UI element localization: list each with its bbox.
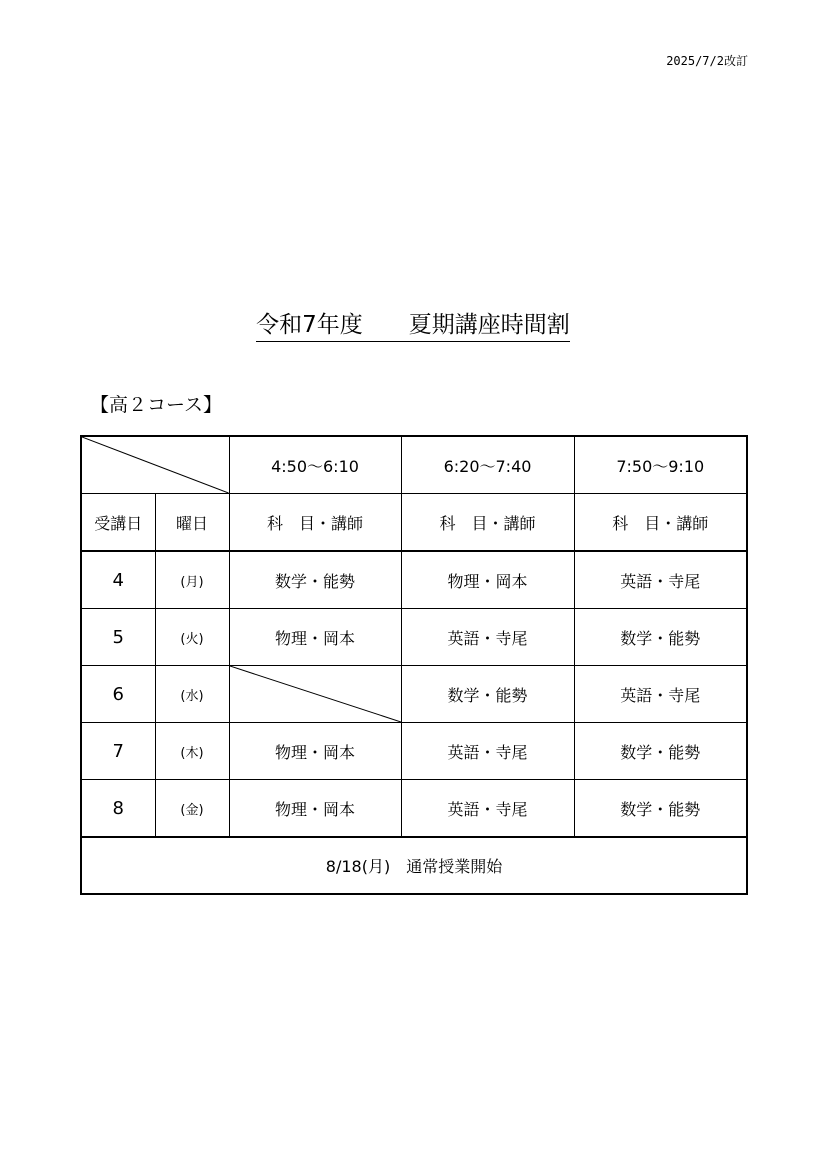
class-cell: 英語・寺尾 xyxy=(401,609,574,666)
day-number: 5 xyxy=(81,609,155,666)
weekday: (月) xyxy=(155,551,229,609)
day-number: 6 xyxy=(81,666,155,723)
weekday: (金) xyxy=(155,780,229,838)
corner-diagonal-cell xyxy=(81,436,229,494)
class-cell: 英語・寺尾 xyxy=(401,780,574,838)
footer-row xyxy=(81,837,747,894)
title-text: 令和7年度 夏期講座時間割 xyxy=(256,306,570,342)
period-header-3: 7:50〜9:10 xyxy=(574,436,747,494)
course-label: 【高２コース】 xyxy=(90,394,223,416)
class-cell: 英語・寺尾 xyxy=(574,666,747,723)
weekday: (水) xyxy=(155,666,229,723)
table-row xyxy=(81,551,747,609)
header-row-periods xyxy=(81,436,747,494)
class-cell: 物理・岡本 xyxy=(229,609,401,666)
period-header-1: 4:50〜6:10 xyxy=(229,436,401,494)
table-row xyxy=(81,609,747,666)
weekday: (木) xyxy=(155,723,229,780)
table-row xyxy=(81,723,747,780)
class-cell: 数学・能勢 xyxy=(229,551,401,609)
empty-class-cell xyxy=(229,666,401,723)
class-cell: 数学・能勢 xyxy=(574,609,747,666)
day-column-header: 受講日 xyxy=(81,494,155,552)
class-cell: 数学・能勢 xyxy=(401,666,574,723)
diagonal-line xyxy=(82,437,229,493)
class-cell: 物理・岡本 xyxy=(229,780,401,838)
table-row xyxy=(81,666,747,723)
timetable xyxy=(80,435,748,895)
subject-header-3: 科 目・講師 xyxy=(574,494,747,552)
footer-note: 8/18(月) 通常授業開始 xyxy=(81,837,747,894)
class-cell: 数学・能勢 xyxy=(574,780,747,838)
header-row-labels xyxy=(81,494,747,552)
class-cell: 数学・能勢 xyxy=(574,723,747,780)
class-cell: 英語・寺尾 xyxy=(401,723,574,780)
revision-date: 2025/7/2改訂 xyxy=(666,54,748,68)
subject-header-1: 科 目・講師 xyxy=(229,494,401,552)
day-number: 8 xyxy=(81,780,155,838)
page-title xyxy=(0,306,826,342)
period-header-2: 6:20〜7:40 xyxy=(401,436,574,494)
day-number: 7 xyxy=(81,723,155,780)
weekday-column-header: 曜日 xyxy=(155,494,229,552)
weekday: (火) xyxy=(155,609,229,666)
class-cell: 物理・岡本 xyxy=(229,723,401,780)
class-cell: 英語・寺尾 xyxy=(574,551,747,609)
day-number: 4 xyxy=(81,551,155,609)
diagonal-line xyxy=(230,666,401,722)
table-row xyxy=(81,780,747,838)
class-cell: 物理・岡本 xyxy=(401,551,574,609)
subject-header-2: 科 目・講師 xyxy=(401,494,574,552)
